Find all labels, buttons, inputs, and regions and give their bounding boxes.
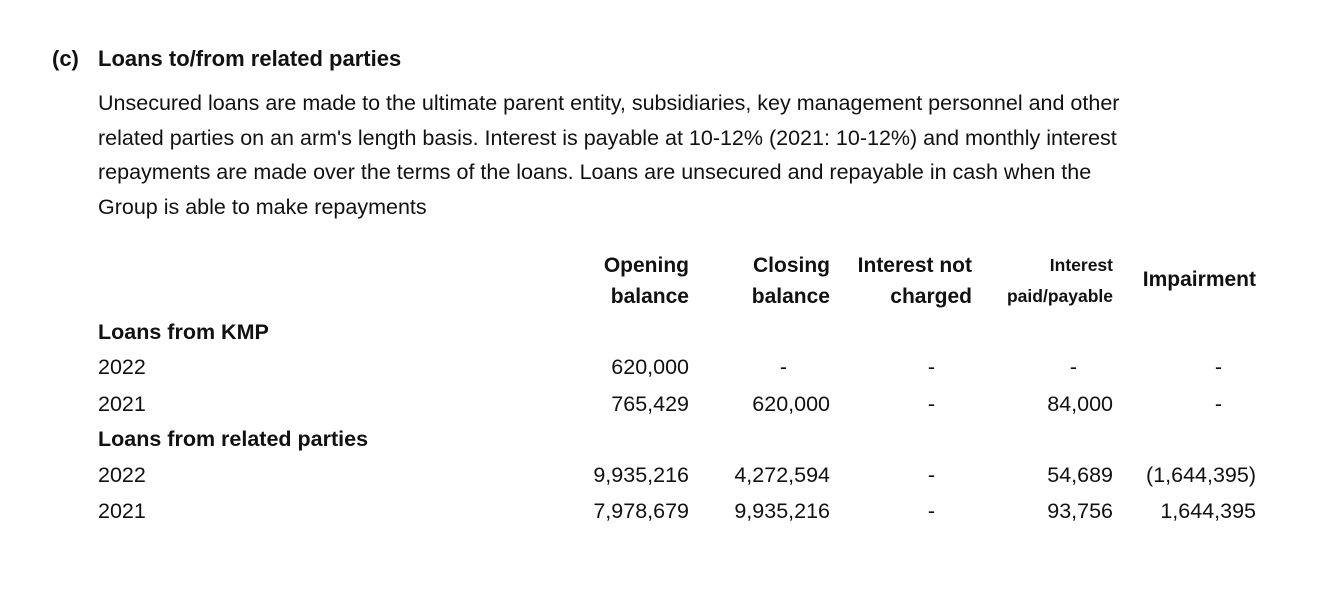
group-label-kmp: Loans from KMP (98, 320, 269, 344)
cell-opening: 765,429 (611, 392, 689, 416)
cell-impairment: (1,644,395) (1146, 463, 1256, 487)
paragraph-line: Unsecured loans are made to the ultimate parent entity, subsidiaries, key management personnel and other (98, 91, 1120, 115)
row-year: 2022 (98, 463, 146, 487)
cell-opening: 7,978,679 (593, 499, 689, 523)
paragraph-line: related parties on an arm's length basis. Interest is payable at 10-12% (2021: 10-12%) and monthly interest (98, 125, 1117, 150)
cell-interest-not-charged: - (927, 355, 935, 379)
header-closing-balance (752, 250, 830, 312)
row-year: 2021 (98, 499, 146, 523)
cell-interest-paid: 54,689 (1047, 463, 1113, 487)
group-label-related-parties: Loans from related parties (98, 427, 369, 451)
cell-interest-paid: 93,756 (1047, 499, 1113, 523)
header-line: balance (610, 285, 689, 308)
cell-impairment: - (1214, 392, 1222, 416)
cell-closing: 4,272,594 (734, 463, 830, 487)
cell-closing: 9,935,216 (734, 499, 830, 523)
header-line: Opening (603, 254, 689, 277)
cell-impairment: 1,644,395 (1160, 499, 1256, 523)
header-interest-paid-payable (1007, 250, 1113, 312)
header-line: charged (890, 285, 972, 308)
row-year: 2022 (98, 355, 146, 379)
header-interest-not-charged (858, 250, 972, 312)
header-line: Interest (1049, 255, 1113, 275)
header-line: Closing (753, 254, 830, 277)
paragraph-line: Group is able to make repayments (98, 194, 427, 219)
row-year: 2021 (98, 392, 146, 416)
header-impairment (1143, 264, 1256, 295)
cell-impairment: - (1214, 355, 1222, 379)
header-line: balance (751, 285, 830, 308)
section-marker: (c) (52, 46, 79, 71)
section-title: Loans to/from related parties (98, 46, 402, 71)
cell-interest-paid: - (1069, 355, 1077, 379)
cell-opening: 9,935,216 (593, 463, 689, 487)
paragraph-line: repayments are made over the terms of the loans. Loans are unsecured and repayable in cash when the (98, 160, 1092, 184)
cell-closing: - (779, 355, 787, 379)
cell-interest-paid: 84,000 (1047, 392, 1113, 416)
cell-interest-not-charged: - (927, 392, 935, 416)
header-line: paid/payable (1006, 286, 1113, 306)
cell-closing: 620,000 (752, 392, 830, 416)
header-line: Interest not (857, 254, 972, 277)
header-line: Impairment (1142, 268, 1256, 291)
header-opening-balance (604, 250, 689, 312)
cell-opening: 620,000 (611, 355, 689, 379)
cell-interest-not-charged: - (927, 499, 935, 523)
cell-interest-not-charged: - (927, 463, 935, 487)
